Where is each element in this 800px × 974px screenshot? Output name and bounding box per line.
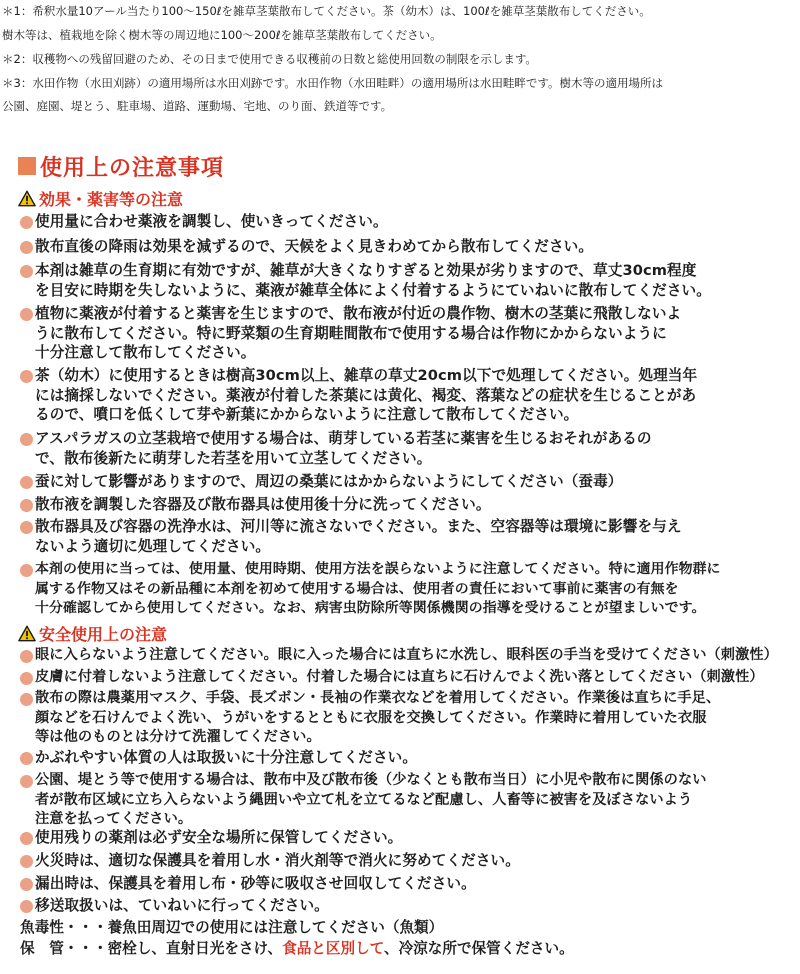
footnote-line: 樹木等は、植栽地を除く樹木等の周辺地に100～200ℓを雑草茎葉散布してください。 — [2, 28, 442, 42]
footnote-line: 公園、庭園、堤とう、駐車場、道路、運動場、宅地、のり面、鉄道等です。 — [2, 99, 393, 113]
list-item: 火災時は、適切な保護具を着用し水・消火剤等で消火に努めてください。 — [20, 851, 790, 871]
storage-suffix: 、冷涼な所で保管ください。 — [383, 940, 574, 957]
storage-prefix: 保 管・・・密栓し、直射日光をさけ、 — [20, 940, 283, 957]
list-item: 蚕に対して影響がありますので、周辺の桑葉にはかからないようにしてください（蚕毒） — [20, 472, 790, 492]
list-item: 散布直後の降雨は効果を減ずるので、天候をよく見きわめてから散布してください。 — [20, 237, 790, 257]
list-item: 移送取扱いは、ていねいに行ってください。 — [20, 896, 790, 916]
bullet-icon — [20, 499, 33, 512]
section-title-text: 使用上の注意事項 — [40, 155, 225, 181]
list-item: 公園、堤とう等で使用する場合は、散布中及び散布後（少なくとも散布当日）に小児や散布に関係のない 者が散布区域に立ち入らないよう縄囲いや立て札を立てるなど配慮し、人畜等に被害を及ぼさないよう 注意を払ってください。 — [20, 771, 790, 830]
bullet-icon — [20, 900, 33, 913]
bullet-icon — [20, 433, 33, 446]
list-item: 散布の際は農薬用マスク、手袋、長ズボン・長袖の作業衣などを着用してください。作業後は直ちに手足、 顔などを石けんでよく洗い、うがいをするとともに衣服を交換してください。作業時に着用していた衣服 等は他のものとは分けて洗濯してください。 — [20, 689, 790, 748]
warning-triangle-icon — [18, 190, 36, 207]
footnote-line: ＊3：水田作物（水田刈跡）の適用場所は水田刈跡です。水田作物（水田畦畔）の適用場所は水田畦畔です。樹木等の適用場所は — [2, 76, 663, 90]
safety-heading-text: 安全使用上の注意 — [39, 624, 168, 644]
list-item: 茶（幼木）に使用するときは樹高30cm以上、雑草の草丈20cm以下で処理してください。処理当年 には摘採しないでください。薬液が付着した茶葉には黄化、褐変、落葉などの症状を生じることがあ るので、噴口を低くして芽や新葉にかからないように注意して散布してください。 — [20, 366, 790, 425]
list-item: 漏出時は、保護具を着用し布・砂等に吸収させ回収してください。 — [20, 874, 790, 894]
list-item: 使用量に合わせ薬液を調製し、使いきってください。 — [20, 212, 790, 232]
bullet-icon — [20, 832, 33, 845]
bullet-icon — [20, 672, 33, 685]
list-item: かぶれやすい体質の人は取扱いに十分注意してください。 — [20, 748, 790, 768]
list-item: 散布器具及び容器の洗浄水は、河川等に流さないでください。また、空容器等は環境に影響を与え ないよう適切に処理してください。 — [20, 517, 790, 556]
bullet-icon — [20, 308, 33, 321]
bullet-icon — [20, 752, 33, 765]
bullet-icon — [20, 650, 33, 663]
bullet-icon — [20, 476, 33, 489]
bullet-icon — [20, 241, 33, 254]
safety-heading — [18, 622, 167, 644]
bullet-icon — [20, 521, 33, 534]
storage-line — [20, 939, 574, 958]
warning-triangle-icon — [18, 625, 36, 642]
storage-highlight: 食品と区別して — [282, 940, 384, 957]
bullet-icon — [20, 693, 33, 706]
bullet-icon — [20, 564, 33, 577]
bullet-icon — [20, 370, 33, 383]
list-item: アスパラガスの立茎栽培で使用する場合は、萌芽している若茎に薬害を生じるおそれがあるの で、散布後新たに萌芽した若茎を用いて立茎してください。 — [20, 429, 790, 468]
bullet-icon — [20, 775, 33, 788]
section-title — [18, 150, 224, 182]
list-item: 植物に薬液が付着すると薬害を生じますので、散布液が付近の農作物、樹木の茎葉に飛散しないよ うに散布してください。特に野菜類の生育期畦間散布で使用する場合は作物にかからないように 十分注意して散布してください。 — [20, 304, 790, 363]
effects-heading — [18, 187, 183, 209]
list-item: 使用残りの薬剤は必ず安全な場所に保管してください。 — [20, 828, 790, 848]
bullet-icon — [20, 216, 33, 229]
bullet-icon — [20, 878, 33, 891]
bullet-icon — [20, 265, 33, 278]
title-square-icon — [18, 157, 36, 175]
footnote-line: ＊1：希釈水量10アール当たり100～150ℓを雑草茎葉散布してください。茶（幼木）は、100ℓを雑草茎葉散布してください。 — [2, 4, 651, 18]
list-item: 本剤の使用に当っては、使用量、使用時期、使用方法を誤らないように注意してください。特に適用作物群に 属する作物又はその新品種に本剤を初めて使用する場合は、使用者の責任において事前に薬害の有無を 十分確認してから使用してください。なお、病害虫防除所等関係機関の指導を受けることが望ましいです。 — [20, 560, 790, 619]
effects-heading-text: 効果・薬害等の注意 — [39, 189, 184, 209]
list-item: 本剤は雑草の生育期に有効ですが、雑草が大きくなりすぎると効果が劣りますので、草丈30cm程度 を目安に時期を失しないように、薬液が雑草全体によく付着するようにていねいに散布してください。 — [20, 261, 790, 300]
list-item: 眼に入らないよう注意してください。眼に入った場合には直ちに水洗し、眼科医の手当を受けてください（刺激性） — [20, 646, 790, 666]
footnote-line: ＊2：収穫物への残留回避のため、その日まで使用できる収穫前の日数と総使用回数の制限を示します。 — [2, 52, 537, 66]
bullet-icon — [20, 855, 33, 868]
list-item: 皮膚に付着しないよう注意してください。付着した場合には直ちに石けんでよく洗い落としてください（刺激性） — [20, 668, 790, 688]
list-item: 散布液を調製した容器及び散布器具は使用後十分に洗ってください。 — [20, 495, 790, 515]
fish-toxicity-line: 魚毒性・・・養魚田周辺での使用には注意してください（魚類） — [20, 919, 444, 936]
